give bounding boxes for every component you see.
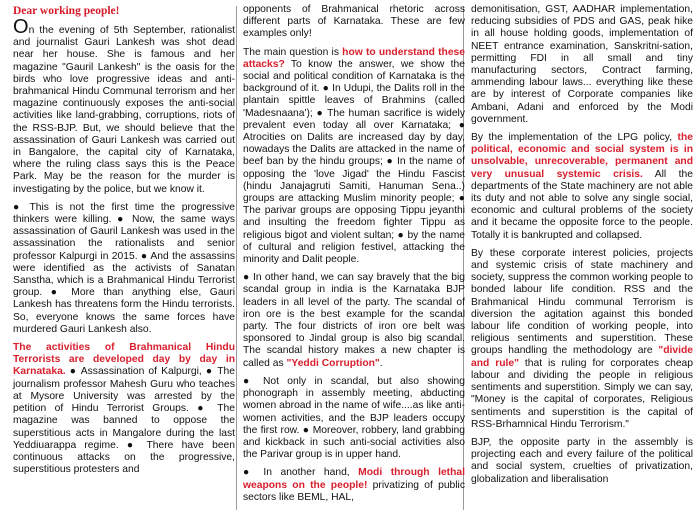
column-1 bbox=[13, 16, 235, 482]
paragraph bbox=[471, 248, 693, 431]
paragraph bbox=[471, 132, 693, 242]
drop-cap: O bbox=[13, 16, 29, 38]
paragraph bbox=[13, 342, 235, 476]
paragraph-text: By these corporate interest policies, projects and systemic crisis of state machinery and society, suppress the common working people to bonded labour life condition. RSS and the Brahmanical Hindu communal Terrorism is diversion the agitation against this bonded labour life condition of working people, into religious sentiments and superstition. These groups handling the methodology are bbox=[471, 247, 693, 357]
paragraph-text: n the evening of 5th September, rationalist and journalist Gauri Lankesh was shot dead near her house. She is famous and her magazine "Gauril Lankesh" is the oasis for the birds who love progressive ideas and anti-brahmanical Hindu Communal terrorism and her magazine continuously exposes the anti-social activities like land-grabbing, corruptions, riots of the RSS-BJP. But, we should believe that the assassination of Gauri Lankesh was carried out in Bangalore, the capital city of Karnataka, where the ruling class says this is the Peace Park. May be the reason for the murder is investigating by the police, but we know it. bbox=[13, 25, 235, 195]
paragraph-text: All the departments of the State machinery are not able its duty and not able to solve any single social, economic and cultural problems of the society and it became the opposite force to the people. Totally it is bankrupted and collapsed. bbox=[471, 168, 693, 241]
paragraph: ● Not only in scandal, but also showing phonograph in assembly meeting, abducting women abroad in the name of wife....as like anti-women activities, and the BJP leaders occupy the first row. ● Moreover, robbery, land grabbing and kickback in such anti-social activities also the Parivar group is in upper hand. bbox=[243, 375, 465, 461]
page-title: Dear working people! bbox=[13, 5, 120, 17]
highlight-text: "divide and rule" bbox=[471, 345, 693, 369]
paragraph: BJP, the opposite party in the assembly is projecting each and every failure of the political and social system, cruelties of privatization, globalization and liberalisation bbox=[471, 436, 693, 485]
highlight-text: the political, economic and social system is in unsolvable, unrecoverable, permanent and very unusual systemic crisis. bbox=[471, 132, 693, 180]
paragraph bbox=[243, 467, 465, 504]
column-2 bbox=[243, 4, 465, 510]
paragraph: ● This is not the first time the progressive thinkers were killing. ● Now, the same ways assassination of Gauril Lankesh was used in the assassination the rationalists and senior professor Kalpurgi in 2015. ● And the assassins were identified as the activists of Sanatan Sanstha, which is a Brahmanical Hindu Terrorist group. ● More than anything else, Gauri Lankesh has threatens form the Hindu terrorists. So, everyone knows the same forces have murdered Gauri Lankesh also. bbox=[13, 201, 235, 335]
paragraph-text: ● In another hand, bbox=[243, 467, 359, 479]
paragraph-text: privatizing of public sectors like BEML, HAL, bbox=[243, 479, 465, 503]
highlight-text: Modi through lethal weapons on the people! bbox=[243, 467, 465, 491]
column-divider bbox=[236, 6, 237, 510]
paragraph-text: ● In other hand, we can say bravely that the big scandal group in india is the Karnataka BJP leaders in all level of the party. The scandal of iron ore is the best example for the scandal party. The four districts of iron ore belt was sponsored to Jindal group is also big scandal. The scandal history makes a new chapter is called as bbox=[243, 272, 465, 369]
highlight-text: "Yeddi Corruption" bbox=[286, 357, 380, 369]
paragraph-text: . bbox=[379, 357, 383, 369]
paragraph-text: By the implementation of the LPG policy, bbox=[471, 132, 678, 144]
paragraph-text: ● Assassination of Kalpurgi, ● The journalism professor Mahesh Guru who teaches at Mysore University was arrested by the petition of Hindu Terrorist Groups. ● The magazine was banned to oppose the superstitious acts in Mangalore during the last Yeddiuarappa regime. ● There have been continuous attacks on the progressive, superstitious protesters and bbox=[13, 366, 235, 476]
paragraph: opponents of Brahmanical rhetoric across different parts of Karnataka. These are few examples only! bbox=[243, 4, 465, 40]
paragraph bbox=[13, 16, 235, 196]
highlight-text: The activities of Brahmanical Hindu Terrorists are developed day by day in Karnataka. bbox=[13, 342, 235, 378]
column-3 bbox=[471, 4, 693, 492]
paragraph-text: that is ruling for corporates cheap labour and dividing the people in religious sentiments and superstition. Simply we can say, "Money is the capital of corporates, Religious sentiments and superstition is the capital of RSS-Brhamnical Hindu Terrorism." bbox=[471, 357, 694, 430]
paragraph bbox=[243, 47, 465, 267]
paragraph bbox=[243, 272, 465, 370]
highlight-text: how to understand these attacks? bbox=[243, 46, 465, 70]
paragraph-text: To know the answer, we show the social and political condition of Karnataka is the background of it. ● In Udupi, the Dalits roll in the plantain spittle leaves of Brahmins (called 'Madesnaana'); ● The human sacrifice is widely prevalent even today all over Karnataka; ● Atrocities on Dalits are increased day by day, nowadays the Dalits are attacked in the name of beef ban by the hindu groups; ● In the name of opposing the 'love Jigad' the Hindu Fascist (hindu Janajagruti Samiti, Hanuman Sena..) groups are attacking Muslim minority people; ● The parivar groups are opposing Tippu jeyanthi and insulting the freedom fighter Tippu as religious bigot and violent sultan; ● by the name of cultural and religion festivel, attacking the minority and Dalit people. bbox=[243, 58, 465, 266]
paragraph: demonitisation, GST, AADHAR implementation, reducing subsidies of PDS and GAS, peak hike in all house holding goods, implementation of NEET entrance examination, Sanskritni-sation, permitting FDI in all small and tiny manufacturing sectors, Contract farming, ammending labour laws... everything like these are by interest of Corporate companies like Ambani, Adani and enforced by the Modi government. bbox=[471, 4, 693, 125]
paragraph-text: The main question is bbox=[243, 46, 343, 58]
